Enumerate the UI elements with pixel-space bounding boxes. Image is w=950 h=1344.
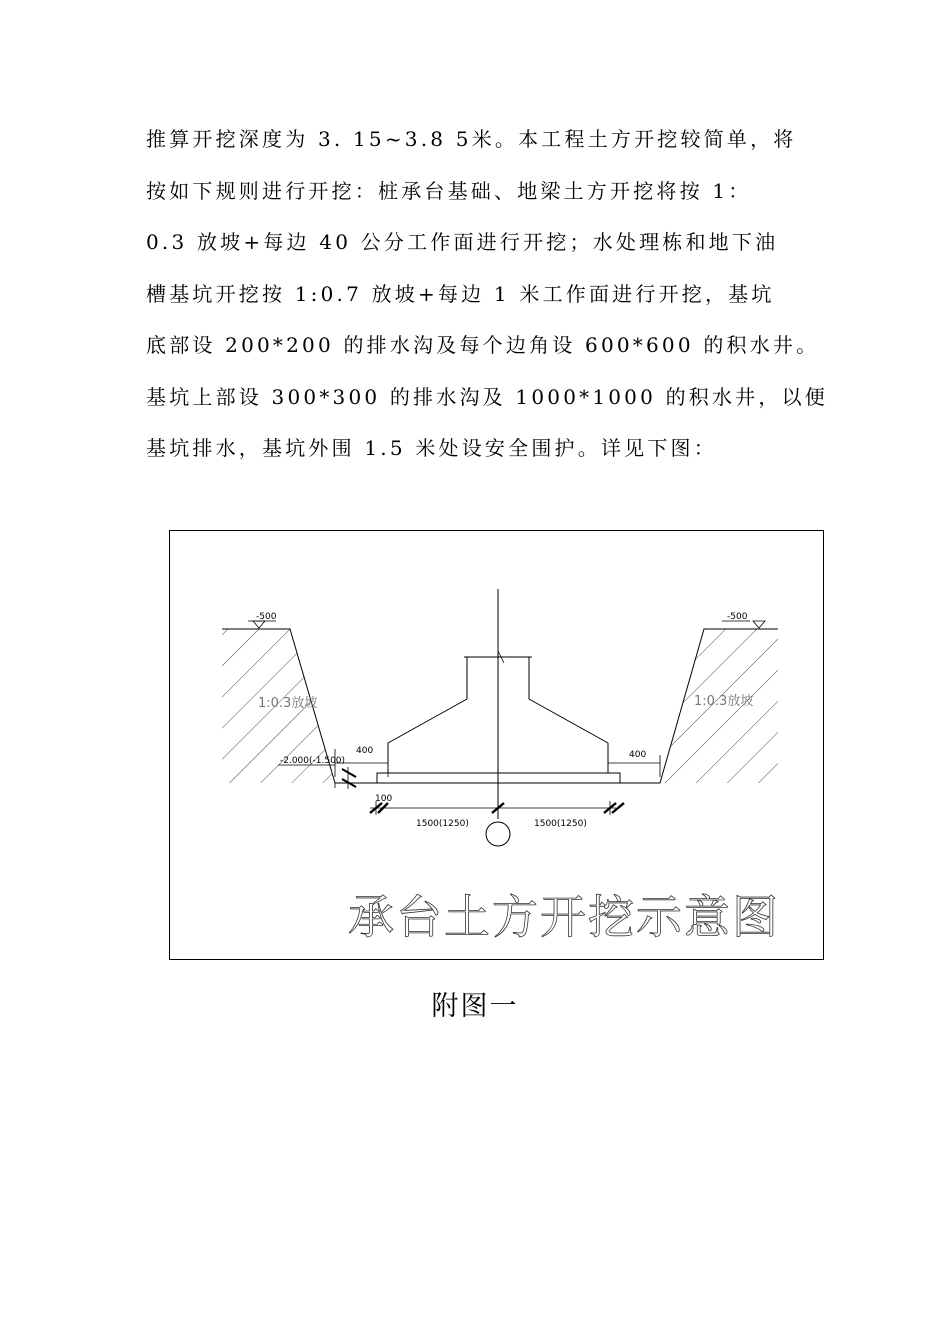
- dim-label-right: 1500(1250): [534, 819, 587, 829]
- paragraph-line: 按如下规则进行开挖：桩承台基础、地梁土方开挖将按 1：: [146, 178, 752, 203]
- excavation-diagram: [169, 530, 824, 960]
- work-space-label-right: 400: [629, 750, 647, 760]
- elev-marker-left: [253, 621, 265, 628]
- paragraph-line: 基坑排水，基坑外围 1.5 米处设安全围护。详见下图：: [146, 436, 717, 460]
- excavation-drawing: [170, 531, 825, 961]
- paragraph-line: 0.3 放坡+每边 40 公分工作面进行开挖；水处理栋和地下油: [146, 230, 779, 254]
- paragraph-line: 槽基坑开挖按 1:0.7 放坡+每边 1 米工作面进行开挖，基坑: [146, 281, 775, 306]
- elev-label-left: -500: [256, 612, 277, 622]
- figure-caption: 附图一: [431, 991, 519, 1022]
- dim-label-left: 1500(1250): [416, 819, 469, 829]
- elev-marker-right: [753, 621, 765, 628]
- work-space-label-left: 400: [356, 746, 374, 756]
- paragraph-line: 底部设 200*200 的排水沟及每个边角设 600*600 的积水井。: [146, 333, 820, 357]
- slope-label-right: 1:0.3放坡: [694, 694, 754, 709]
- figure-title: 承台土方开挖示意图: [348, 890, 780, 944]
- paragraph-line: 基坑上部设 300*300 的排水沟及 1000*1000 的积水井，以便: [146, 384, 828, 409]
- elev-label-right: -500: [727, 612, 748, 622]
- body-paragraph: [146, 114, 828, 475]
- small-dim-label: 100: [375, 794, 393, 804]
- bottom-elev-label: -2.000(-1.500): [280, 756, 346, 766]
- slope-label-left: 1:0.3放坡: [258, 696, 318, 711]
- axis-bubble: [486, 822, 510, 846]
- paragraph-line: 推算开挖深度为 3. 15~3.8 5米。本工程土方开挖较简单，将: [146, 127, 797, 151]
